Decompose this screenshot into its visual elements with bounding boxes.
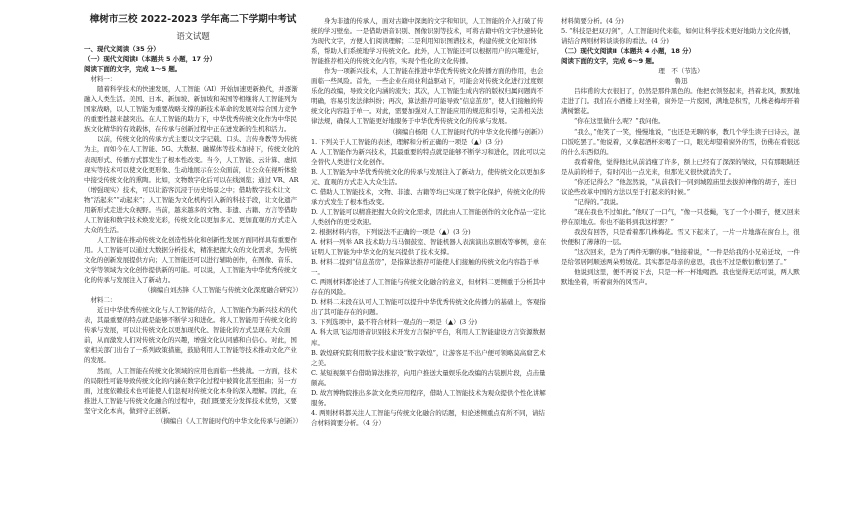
section-heading: 阅读下面的文字，完成 1～5 题。	[84, 65, 182, 74]
paragraph: D. 材料二末段在认可人工智能可以提升中华优秀传统文化传播力的基础上，客观指出了其可能存在的问题。	[311, 298, 546, 317]
paragraph: “记得的。”我说。	[574, 197, 623, 206]
paragraph: 随着科学技术的快速发展，人工智能（AI）开始加速更新换代，并逐渐融入人类生活。美国、日本、新加坡、新加坡和英国等相继将人工智能列为国家战略，以人工智能为重要战略支撑的新技术革命的发展对综合国力竞争的重要性越来越突出。在人工智能的助力下，中华优秀传统文化作为中华民族文化精华的有效载体，在传承与创新过程中正在迸发新的生机和活力。	[84, 85, 298, 134]
column-middle	[311, 16, 547, 428]
paragraph: “现在我也不过如此。”他叹了一口气，“像一只苍蝇，飞了一个小圈子，便又回来停在原地点。你也不能料到我这样罢？”	[561, 207, 800, 226]
paragraph: 人工智能在推动传统文化创造性转化和创新性发展方面同样具有重要作用。人工智能可以通过大数据分析技术，精准把握大众的文化需求，为传统文化的创新发展提供方向；人工智能还可以进行辅助创作，在图像、音乐、文学等领域为文化创作提供新的可能。可以说，人工智能为中华优秀传统文化的传承与发展注入了新动力。	[84, 235, 297, 285]
paragraph: 吕纬甫的大衣很旧了，仍然是那件黑色的。他把衣领竖起来，挡着北风，默默地走进了门。我们在小酒楼上对坐着，窗外是一片废园，满地是积雪，几株老梅却开着满树繁花。	[561, 87, 800, 116]
paragraph: 近日中华优秀传统文化与人工智能的结合，人工智能作为新兴技术的代表，其最重要的特点就是能够不断学习和进化。将人工智能用于传统文化的传承与发展，可以让传统文化以更加现代化、智能化的方式呈现在大众面前，从而激发人们对传统文化的兴趣，增强文化认同感和自信心。对此，国家相关部门出台了一系列政策措施，鼓励利用人工智能等技术推动文化产业的发展。	[84, 306, 297, 365]
paragraph: 3. 下列选项中，最不符合材料一观点的一项是（▲）(3 分)	[311, 318, 478, 327]
section-heading: 一、现代文阅读（35 分）	[84, 45, 160, 53]
page-subtitle: 语文试题	[176, 31, 210, 41]
paragraph: 身为非遗的传承人，面对古籍中深奥的文字和知识，人工智能的介入打破了传统的学习壁垒。一是借助语音识别、图像识别等技术，可将古籍中的文字快速转化为现代文字，方便人们阅读理解；二是利用知识图谱技术，构建传统文化知识体系，帮助人们系统地学习传统文化。此外，人工智能还可以根据用户的兴趣爱好，智能推荐相关的传统文化内容，实现个性化的文化传播。	[311, 17, 544, 66]
paragraph: （摘编自杨阳《人工智能时代的中华文化传播与创新》）	[388, 127, 547, 136]
paragraph: A. 材料一列举 AR 技术助力马马铜鼓室、智能机器人表演演出京剧戏等事例，意在证明人工智能为中华文化的复兴提供了技术支撑。	[311, 238, 547, 257]
paragraph: 材料简要分析。(4 分)	[561, 17, 624, 25]
paragraph: “我么，”他笑了一笑，慢慢地说，“也还是无聊的事，教几个学生读子曰诗云，混口饭吃罢了。”他说着，又拿起酒杯来喝了一口，眼光却望着窗外的雪，仿佛在看很远的什么东西似的。	[561, 127, 800, 156]
paragraph: D. 人工智能可以精准把握大众的文化需求，因此由人工智能创作的文化作品一定比人类创作的更受欢迎。	[311, 207, 546, 226]
paragraph: 以前，传统文化的传承方式主要以文字记载、口头、言传身教等为传统为主，而如今在人工智能、5G、大数据、融媒体等技术加持下，传统文化的表现形式、传播方式都发生了根本性改变。当今，人工智能、云计算、虚拟现实等技术可以使文化更形象、生动地展示在公众面前，让公众在视听体验中接受传统文化的熏陶。比如，文物数字化后可以在线浏览；通过 VR、AR（增强现实）技术，可以让游客沉浸于历史场景之中；借助数字技术让文物“活起来”“动起来”；人工智能为文化机构引入新的科技手段，让文化遗产用新形式走进大众视野。当前，越来越多的文物、非遗、古籍、方言等借助人工智能和数字技术焕发光彩，传统文化以更加多元、更加直观的方式走入大众的生活。	[84, 135, 300, 234]
paragraph: 5. “科技是把双刃剑”，人工智能时代来临，如何让科学技术更好地助力文化传播，请结合两则材料谈谈你的看法。(4 分)	[561, 27, 795, 46]
paragraph: C. 某短视频平台借助算法推荐，向用户推送大量娱乐化改编的古装剧片段，点击量颇高。	[311, 368, 546, 387]
paragraph: “这次回来，是为了两件无聊的事。”他接着说，“一件是给我的小兄弟迁坟，一件是给邻居阿顺送两朵剪绒花。其实都是母亲的意思，我也不过是敷衍敷衍罢了。”	[561, 248, 800, 267]
paragraph: 他说到这里，便不再说下去，只是一杯一杯地喝酒。我也觉得无话可说，两人默默地坐着，听着窗外的风雪声。	[561, 268, 800, 287]
paragraph: A. 人工智能作为新兴技术，其最重要的特点就是能够不断学习和进化，因此可以完全替代人类进行文化创作。	[311, 147, 546, 166]
paragraph: 1. 下列关于人工智能的表述，理解和分析正确的一项是（▲）(3 分)	[311, 137, 503, 146]
paragraph: 我看着他，觉得他比从前消瘦了许多，额上已经有了深深的皱纹，只有那眼睛还是从前的样子，有时闪出一点光来，但那光又很快就消失了。	[561, 157, 800, 176]
paragraph: 2. 根据材料内容，下列说法不正确的一项是（▲）(3 分)	[311, 227, 471, 236]
section-heading: （一）现代文阅读Ⅰ（本题共 5 小题，17 分）	[84, 55, 217, 64]
paragraph: 作为一项新兴技术，人工智能在推进中华优秀传统文化传播方面的作用，也会面临一些风险。首先，一些企业在商业利益驱动下，可能会对传统文化进行过度娱乐化的改编，导致文化内涵的流失；其次，人工智能生成内容的版权归属问题尚不明确，容易引发法律纠纷；再次，算法推荐可能导致“信息茧房”，使人们接触的传统文化内容趋于单一。对此，需要加强对人工智能应用的规范和引导，完善相关法律法规，确保人工智能更好地服务于中华优秀传统文化的传承与发展。	[311, 67, 544, 126]
column-right-body	[561, 16, 801, 287]
paragraph: “你在这里做什么呢？”我问他。	[574, 117, 665, 126]
column-right	[561, 16, 801, 287]
paragraph: B. 人工智能为中华优秀传统文化的传承与发展注入了新动力，使传统文化以更加多元、直观的方式走入大众生活。	[311, 167, 546, 186]
paragraph: 理 不（节选）	[658, 67, 704, 76]
column-left-body	[84, 44, 302, 426]
paragraph: B. 材料二提到“信息茧房”，是指算法推荐可能使人们接触的传统文化内容趋于单一。	[311, 258, 540, 277]
paragraph: C. 两则材料都论述了人工智能与传统文化融合的意义，但材料二更侧重于分析其中存在的风险。	[311, 278, 546, 297]
paragraph: B. 敦煌研究院利用数字技术建设“数字敦煌”，让游客足不出户便可领略莫高窟艺术之美。	[311, 348, 546, 367]
section-heading: （二）现代文阅读Ⅱ（本题共 4 小题，18 分）	[561, 47, 695, 56]
paragraph: 4. 两则材料都关注人工智能与传统文化融合的话题，但论述侧重点有所不同，请结合材料简要分析。（4 分）	[311, 408, 545, 427]
paragraph: （摘编自刘杰锋《人工智能与传统文化深度融合研究》）	[143, 286, 302, 295]
paragraph: 然而，人工智能在传统文化领域的应用也面临一些挑战。一方面，技术的局限性可能导致传统文化的内涵在数字化过程中被简化甚至扭曲；另一方面，过度依赖技术也可能使人们忽视对传统文化本身的深入理解。因此，在推进人工智能与传统文化融合的过程中，我们既要充分发挥技术优势，又要坚守文化本真，做到守正创新。	[84, 366, 297, 415]
paragraph: 我没有回答，只是看着那几株梅花。雪又下起来了，一片一片地落在窗台上，很快便积了薄薄的一层。	[561, 227, 800, 247]
paragraph: 材料一：	[84, 75, 117, 84]
paragraph: 鲁迅	[674, 77, 688, 86]
section-heading: 阅读下面的文字，完成 6～9 题。	[561, 57, 659, 66]
column-middle-body	[311, 16, 547, 428]
column-left	[84, 8, 302, 426]
paragraph: （摘编自《人工智能时代的中华文化传承与创新》）	[156, 416, 302, 425]
page-title: 樟树市三校 2022-2023 学年高二下学期中考试	[89, 14, 297, 25]
paragraph: 材料二：	[84, 296, 117, 305]
paragraph: C. 借助人工智能技术，文物、非遗、古籍等均已实现了数字化保护，传统文化的传承方式发生了根本性改变。	[311, 187, 546, 206]
paragraph: A. 科大讯飞运用语音识别技术开发方言保护平台，利用人工智能建设方言资源数据库。	[311, 328, 546, 347]
paragraph: “你还记得么？”他忽然说，“从前我们一同到城隍庙里去拔掉神像的胡子，连日议论些改革中国的方法以至于打起来的时候。”	[561, 177, 797, 196]
paragraph: D. 故宫博物院推出多款文化类应用程序，借助人工智能技术为观众提供个性化讲解服务。	[311, 388, 546, 407]
